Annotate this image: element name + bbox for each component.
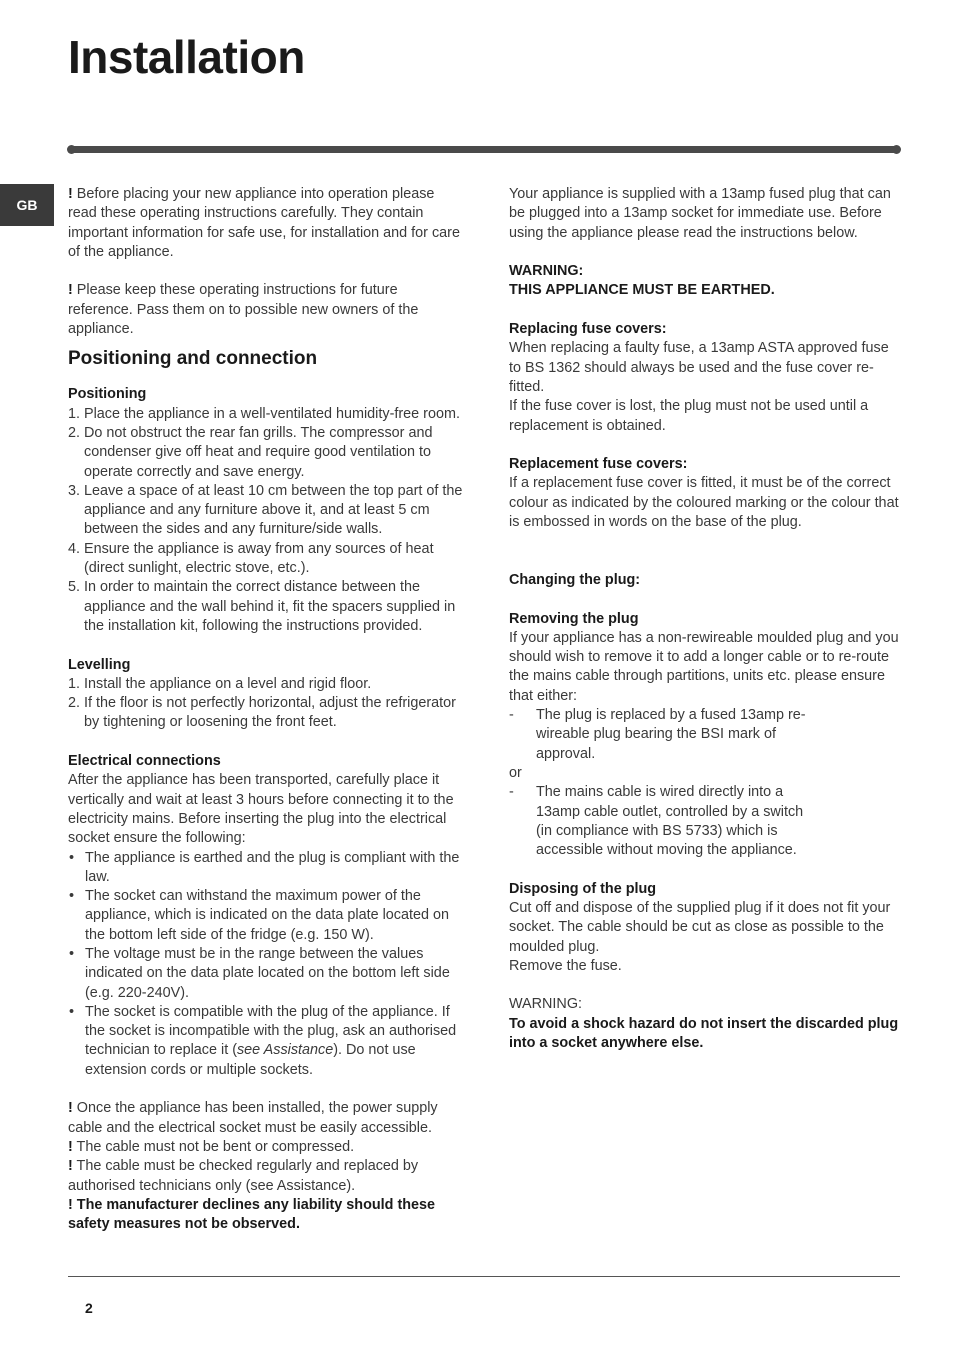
title-rule [68, 146, 900, 153]
page-title: Installation [68, 31, 305, 83]
warning-label: WARNING: [509, 263, 584, 280]
list-item: • The socket can withstand the maximum power of the appliance, which is indicated on the data plate located on the bottom left side of the fridge (e.g. 150 W). [68, 887, 464, 945]
disposing-heading: Disposing of the plug [509, 880, 657, 897]
left-column [68, 185, 464, 1234]
removing-text: If your appliance has a non-rewireable moulded plug and you should wish to remove it to add a longer cable or to re-route the mains cable through partitions, units etc. please ensure that either: [509, 629, 899, 704]
language-tab: GB [0, 184, 54, 226]
assistance-reference: see Assistance [236, 1042, 334, 1059]
warning-mark: ! [68, 1158, 73, 1175]
intro-note: ! Before placing your new appliance into operation please read these operating instructions carefully. They contain important information for safe use, for installation and for care of the appliance. [68, 186, 460, 260]
list-item: • The socket is compatible with the plug of the appliance. If the socket is incompatible with the plug, ask an authorised technician to replace it (see Assistance). Do not use extension cords or multiple sockets. [68, 1003, 464, 1080]
levelling-list [68, 675, 464, 733]
warning2-label: WARNING: [509, 996, 583, 1013]
electrical-heading: Electrical connections [68, 753, 221, 770]
disposing-text: Cut off and dispose of the supplied plug if it does not fit your socket. The cable should be cut as close as possible to the moulded plug. [509, 899, 891, 955]
positioning-heading: Positioning [68, 386, 147, 403]
replacing-heading: Replacing fuse covers: [509, 321, 667, 338]
earthed-warning: THIS APPLIANCE MUST BE EARTHED. [509, 282, 775, 299]
list-item: 1. Place the appliance in a well-ventilated humidity-free room. [68, 405, 460, 422]
section-title: Positioning and connection [68, 348, 318, 370]
list-item: • The voltage must be in the range between the values indicated on the data plate located on the bottom left side (e.g. 220-240V). [68, 945, 464, 1003]
install-note: ! Once the appliance has been installed, the power supply cable and the electrical socket must be easily accessible. [68, 1100, 438, 1136]
remove-fuse-text: Remove the fuse. [509, 957, 622, 974]
warning-mark: ! [68, 1100, 73, 1117]
list-item: - The plug is replaced by a fused 13amp re-wireable plug bearing the BSI mark of approval. [509, 706, 901, 764]
cable-note: ! The cable must not be bent or compressed. [68, 1138, 355, 1155]
page-number: 2 [85, 1300, 93, 1316]
check-note: ! The cable must be checked regularly and replaced by authorised technicians only (see Assistance). [68, 1158, 419, 1194]
list-item: 2. If the floor is not perfectly horizontal, adjust the refrigerator by tightening or loosening the front feet. [68, 695, 456, 731]
replacement-heading: Replacement fuse covers: [509, 456, 688, 473]
removing-option-1 [509, 706, 901, 764]
replacing-text: When replacing a faulty fuse, a 13amp ASTA approved fuse to BS 1362 should always be used and the fuse cover re-fitted. [509, 340, 889, 395]
list-item: • The appliance is earthed and the plug is compliant with the law. [68, 849, 464, 888]
list-item: 1. Install the appliance on a level and rigid floor. [68, 675, 372, 692]
list-item: 4. Ensure the appliance is away from any sources of heat (direct sunlight, electric stove, etc.). [68, 540, 434, 577]
electrical-list [68, 849, 464, 1081]
levelling-heading: Levelling [68, 656, 131, 673]
list-item: - The mains cable is wired directly into a 13amp cable outlet, controlled by a switch (in compliance with BS 5733) which is accessible without moving the appliance. [509, 783, 901, 860]
replacement-text: If a replacement fuse cover is fitted, it must be of the correct colour as indicated by the coloured marking or the colour that is embossed in words on the base of the plug. [509, 475, 899, 531]
warning-mark: ! [68, 282, 73, 299]
changing-heading: Changing the plug: [509, 571, 641, 588]
liability-note: ! The manufacturer declines any liability should these safety measures not be observed. [68, 1196, 436, 1233]
warning-mark: ! [68, 1196, 73, 1213]
list-item: 3. Leave a space of at least 10 cm between the top part of the appliance and any furniture above it, and at least 5 cm between the sides and any furniture/side walls. [68, 482, 463, 538]
lost-cover-text: If the fuse cover is lost, the plug must not be used until a replacement is obtained. [509, 398, 869, 434]
warning-mark: ! [68, 1138, 73, 1155]
removing-heading: Removing the plug [509, 610, 639, 627]
footer-rule [68, 1276, 900, 1277]
right-column [509, 185, 901, 1053]
positioning-list [68, 405, 464, 637]
list-item: 5. In order to maintain the correct distance between the appliance and the wall behind it, fit the spacers supplied in the installation kit, following the instructions provided. [68, 579, 456, 634]
plug-intro: Your appliance is supplied with a 13amp fused plug that can be plugged into a 13amp socket for immediate use. Before using the appliance please read the instructions below. [509, 186, 891, 241]
warning-mark: ! [68, 186, 73, 202]
keep-note: ! Please keep these operating instructions for future reference. Pass them on to possible new owners of the appliance. [68, 282, 419, 338]
shock-warning: To avoid a shock hazard do not insert the discarded plug into a socket anywhere else. [509, 1015, 899, 1052]
list-item: 2. Do not obstruct the rear fan grills. The compressor and condenser give off heat and require good ventilation to operate correctly and save energy. [68, 424, 433, 480]
removing-option-2 [509, 783, 901, 860]
or-text: or [509, 764, 522, 781]
electrical-intro: After the appliance has been transported, carefully place it vertically and wait at least 3 hours before connecting it to the electricity mains. Before inserting the plug into the electrical socket ensure the following: [68, 772, 454, 847]
